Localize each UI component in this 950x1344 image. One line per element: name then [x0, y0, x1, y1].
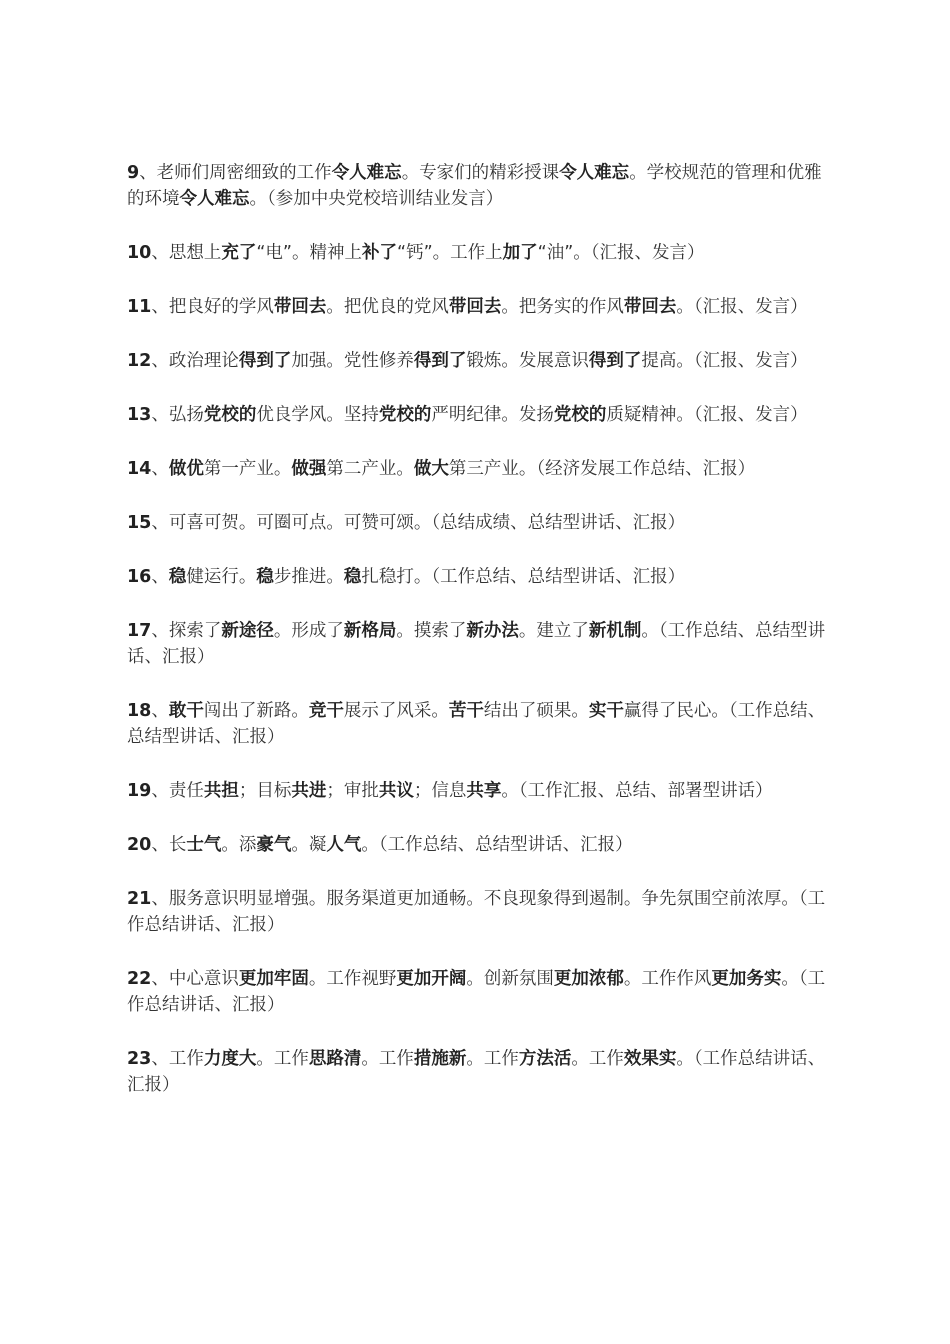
text-segment: 。学校规范的管理和优雅的环境 — [127, 163, 822, 209]
text-segment: 、责任 — [151, 781, 204, 801]
list-item — [127, 564, 839, 590]
text-segment: 第三产业。（经济发展工作总结、汇报） — [448, 459, 756, 479]
text-segment: 锻炼。发展意识 — [466, 351, 589, 371]
bold-text-segment: 16 — [127, 567, 152, 587]
list-item — [127, 886, 839, 938]
bold-text-segment: 带回去 — [623, 297, 677, 317]
text-segment: 严明纪律。发扬 — [431, 405, 554, 425]
bold-text-segment: 党校的 — [203, 405, 257, 425]
bold-text-segment: 14 — [127, 459, 152, 479]
text-segment: 、可喜可贺。可圈可点。可赞可颂。（总结成绩、总结型讲话、汇报） — [151, 513, 686, 533]
text-segment: 。（工作总结、总结型讲话、汇报） — [361, 835, 633, 855]
text-segment: 、把良好的学风 — [151, 297, 274, 317]
text-segment: 。工作作风 — [623, 969, 712, 989]
text-segment: 质疑精神。（汇报、发言） — [606, 405, 808, 425]
bold-text-segment: 共议 — [378, 781, 414, 801]
text-segment: 。形成了 — [273, 621, 344, 641]
text-segment: 结出了硕果。 — [483, 701, 589, 721]
text-segment: 。把务实的作风 — [501, 297, 624, 317]
document-page — [127, 160, 839, 1126]
bold-text-segment: 士气 — [186, 835, 222, 855]
bold-text-segment: 15 — [127, 513, 152, 533]
text-segment: 第二产业。 — [326, 459, 414, 479]
text-segment: “电”。精神上 — [256, 243, 362, 263]
bold-text-segment: 更加务实 — [711, 969, 782, 989]
text-segment: 。工作 — [256, 1049, 309, 1069]
bold-text-segment: 力度大 — [203, 1049, 257, 1069]
list-item — [127, 832, 839, 858]
text-segment: “钙”。工作上 — [397, 243, 503, 263]
text-segment: 、中心意识 — [151, 969, 239, 989]
bold-text-segment: 加了 — [502, 243, 538, 263]
bold-text-segment: 带回去 — [448, 297, 502, 317]
text-segment: 。工作 — [361, 1049, 414, 1069]
bold-text-segment: 19 — [127, 781, 152, 801]
text-segment: 优良学风。坚持 — [256, 405, 379, 425]
bold-text-segment: 18 — [127, 701, 152, 721]
text-segment: 、服务意识明显增强。服务渠道更加通畅。不良现象得到遏制。争先氛围空前浓厚。（工作总结讲话、汇报） — [127, 889, 826, 935]
text-segment: 步推进。 — [273, 567, 344, 587]
bold-text-segment: 共进 — [291, 781, 327, 801]
bold-text-segment: 敢干 — [168, 701, 204, 721]
text-segment: 、政治理论 — [151, 351, 239, 371]
bold-text-segment: 9 — [127, 163, 140, 183]
list-item — [127, 618, 839, 670]
list-item — [127, 240, 839, 266]
text-segment: 。（参加中央党校培训结业发言） — [249, 189, 504, 209]
bold-text-segment: 23 — [127, 1049, 152, 1069]
bold-text-segment: 做优 — [168, 459, 204, 479]
list-item — [127, 402, 839, 428]
bold-text-segment: 令人难忘 — [331, 163, 402, 183]
list-item — [127, 1046, 839, 1098]
text-segment: 。专家们的精彩授课 — [401, 163, 560, 183]
text-segment: 、弘扬 — [151, 405, 204, 425]
bold-text-segment: 22 — [127, 969, 152, 989]
bold-text-segment: 21 — [127, 889, 152, 909]
bold-text-segment: 充了 — [221, 243, 257, 263]
bold-text-segment: 新办法 — [466, 621, 519, 641]
bold-text-segment: 新格局 — [343, 621, 397, 641]
text-segment: 。摸索了 — [396, 621, 467, 641]
bold-text-segment: 做大 — [413, 459, 449, 479]
bold-text-segment: 20 — [127, 835, 152, 855]
bold-text-segment: 苦干 — [448, 701, 484, 721]
bold-text-segment: 12 — [127, 351, 152, 371]
list-item — [127, 348, 839, 374]
text-segment: 。（工作总结讲话、汇报） — [127, 969, 826, 1015]
bold-text-segment: 豪气 — [256, 835, 292, 855]
list-item — [127, 456, 839, 482]
text-segment: 赢得了民心。（工作总结、总结型讲话、汇报） — [127, 701, 826, 747]
text-segment: 、 — [151, 459, 169, 479]
bold-text-segment: 得到了 — [413, 351, 467, 371]
text-segment: 、老师们周密细致的工作 — [139, 163, 332, 183]
bold-text-segment: 人气 — [326, 835, 362, 855]
bold-text-segment: 竞干 — [308, 701, 344, 721]
text-segment: 扎稳打。（工作总结、总结型讲话、汇报） — [361, 567, 686, 587]
text-segment: 。工作视野 — [308, 969, 397, 989]
text-segment: 。凝 — [291, 835, 327, 855]
text-segment: 、 — [151, 567, 169, 587]
bold-text-segment: 思路清 — [308, 1049, 362, 1069]
text-segment: 、长 — [151, 835, 187, 855]
bold-text-segment: 党校的 — [553, 405, 607, 425]
bold-text-segment: 党校的 — [378, 405, 432, 425]
bold-text-segment: 更加开阔 — [396, 969, 467, 989]
text-segment: 。（汇报、发言） — [676, 297, 808, 317]
bold-text-segment: 更加浓郁 — [553, 969, 624, 989]
bold-text-segment: 做强 — [291, 459, 327, 479]
text-segment: 。创新氛围 — [466, 969, 554, 989]
text-segment: 。（工作汇报、总结、部署型讲话） — [501, 781, 773, 801]
text-segment: 。工作 — [571, 1049, 624, 1069]
bold-text-segment: 新途径 — [221, 621, 274, 641]
list-item — [127, 160, 839, 212]
text-segment: 。（工作总结讲话、汇报） — [127, 1049, 826, 1095]
bold-text-segment: 方法活 — [518, 1049, 572, 1069]
bold-text-segment: 11 — [127, 297, 152, 317]
text-segment: 、工作 — [151, 1049, 204, 1069]
bold-text-segment: 得到了 — [238, 351, 292, 371]
bold-text-segment: 补了 — [362, 243, 397, 263]
text-segment: 。把优良的党风 — [326, 297, 449, 317]
bold-text-segment: 13 — [127, 405, 152, 425]
text-segment: ；目标 — [238, 781, 292, 801]
text-segment: 健运行。 — [186, 567, 257, 587]
bold-text-segment: 效果实 — [623, 1049, 677, 1069]
list-item — [127, 966, 839, 1018]
bold-text-segment: 带回去 — [273, 297, 327, 317]
bold-text-segment: 稳 — [168, 567, 187, 587]
bold-text-segment: 共享 — [466, 781, 502, 801]
bold-text-segment: 17 — [127, 621, 152, 641]
list-item — [127, 510, 839, 536]
bold-text-segment: 新机制 — [588, 621, 642, 641]
bold-text-segment: 令人难忘 — [559, 163, 630, 183]
list-item — [127, 294, 839, 320]
list-item — [127, 698, 839, 750]
text-segment: 、探索了 — [151, 621, 222, 641]
bold-text-segment: 得到了 — [588, 351, 642, 371]
text-segment: 、 — [151, 701, 169, 721]
bold-text-segment: 实干 — [588, 701, 624, 721]
text-segment: 。（工作总结、总结型讲话、汇报） — [127, 621, 826, 667]
text-segment: 。建立了 — [518, 621, 589, 641]
bold-text-segment: 令人难忘 — [179, 189, 250, 209]
text-segment: 闯出了新路。 — [203, 701, 309, 721]
bold-text-segment: 共担 — [203, 781, 239, 801]
text-segment: 。添 — [221, 835, 257, 855]
bold-text-segment: 稳 — [343, 567, 362, 587]
text-segment: 展示了风采。 — [343, 701, 449, 721]
bold-text-segment: 10 — [127, 243, 152, 263]
text-segment: 加强。党性修养 — [291, 351, 414, 371]
text-segment: 提高。（汇报、发言） — [641, 351, 808, 371]
text-segment: 。工作 — [466, 1049, 519, 1069]
bold-text-segment: 更加牢固 — [238, 969, 309, 989]
text-segment: ；审批 — [326, 781, 379, 801]
text-segment: ；信息 — [413, 781, 467, 801]
list-item — [127, 778, 839, 804]
text-segment: “油”。（汇报、发言） — [537, 243, 705, 263]
text-segment: 第一产业。 — [203, 459, 292, 479]
bold-text-segment: 稳 — [256, 567, 274, 587]
bold-text-segment: 措施新 — [413, 1049, 467, 1069]
text-segment: 、思想上 — [151, 243, 222, 263]
